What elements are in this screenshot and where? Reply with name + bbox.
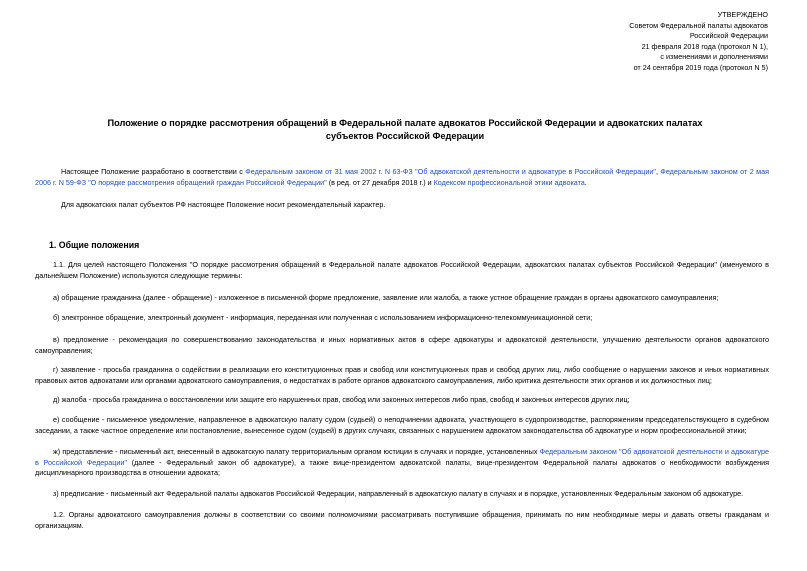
intro-text: Настоящее Положение разработано в соответствии с: [61, 167, 246, 176]
term-d: д) жалоба - просьба гражданина о восстановлении или защите его нарушенных прав, свобод или законных интересов либо прав, свобод и законных интересов других лиц;: [53, 395, 630, 404]
intro-text: ,: [655, 167, 661, 176]
term-a: а) обращение гражданина (далее - обращение) - изложенное в письменной форме предложение, заявление или жалоба, а также устное обращение граждан в органы адвокатского самоуправления;: [53, 293, 719, 302]
term-v: в) предложение - рекомендация по совершенствованию законодательства и иных нормативных актов в сфере адвокатуры и адвокатской деятельности, улучшению деятельности органов адвокатского самоуправления;: [35, 335, 769, 355]
approval-line: от 24 сентября 2019 года (протокол N 5): [633, 62, 768, 72]
term-z: з) предписание - письменный акт Федеральной палаты адвокатов Российской Федерации, направленный в адвокатскую палату в случаях и в порядке, установленных Федеральным законом об адвокатуре.: [53, 489, 744, 498]
document-title: Положение о порядке рассмотрения обращений в Федеральной палате адвокатов Российской Федерации и адвокатских палатах субъектов Российской Федерации: [107, 118, 703, 141]
approval-line: Советом Федеральной палаты адвокатов: [629, 20, 768, 30]
intro-text: (в ред. от 27 декабря 2018 г.) и: [326, 177, 434, 187]
law-59-link[interactable]: Федеральным законом от 2 мая 2006 г. N 59-ФЗ "О порядке рассмотрения обращений граждан Российской Федерации": [35, 167, 769, 187]
paragraph-1-2: 1.2. Органы адвокатского самоуправления должны в соответствии со своими полномочиями рассматривать поступившие обращения, принимать по ним необходимые меры и давать ответы гражданам и организациям.: [35, 510, 769, 530]
term-zh: [35, 447, 769, 479]
intro-paragraph: [35, 167, 769, 188]
section-heading: 1. Общие положения: [49, 240, 140, 250]
law-63-link[interactable]: Федеральным законом от 31 мая 2002 г. N 63-ФЗ "Об адвокатской деятельности и адвокатуре в Российской Федерации": [245, 167, 656, 176]
approval-line: УТВЕРЖДЕНО: [717, 10, 768, 19]
approval-line: 21 февраля 2018 года (протокол N 1),: [641, 41, 768, 51]
ethics-code-link[interactable]: Кодексом профессиональной этики адвоката: [433, 177, 585, 187]
approval-stamp: [468, 10, 768, 74]
recommend-paragraph: Для адвокатских палат субъектов РФ настоящее Положение носит рекомендательный характер.: [61, 200, 386, 209]
term-g: г) заявление - просьба гражданина о содействии в реализации его конституционных прав и свобод или конституционных прав и свобод других лиц, либо сообщение о нарушении законов и иных нормативных правовых актов адвокатами или органами адвокатского самоуправления, о недостатках в работе органов адвокатского самоуправления, либо критика деятельности этих органов и их должностных лиц;: [35, 365, 769, 385]
approval-line: Российской Федерации: [689, 31, 768, 41]
term-zh-text: (далее - Федеральный закон об адвокатуре), а также вице-президентом адвокатской палаты, вице-президентом Федеральной палаты адвокатов о необходимости возбуждения дисциплинарного производства в отношении адвоката;: [35, 457, 769, 478]
approval-line: с изменениями и дополнениями: [660, 52, 768, 62]
advocacy-law-link[interactable]: Федеральным законом "Об адвокатской деятельности и адвокатуре в Российской Федерации": [35, 447, 769, 467]
term-b: б) электронное обращение, электронный документ - информация, переданная или полученная с использованием информационно-телекоммуникационной сети;: [53, 313, 593, 322]
paragraph-1-1: 1.1. Для целей настоящего Положения "О порядке рассмотрения обращений в Федеральной палате адвокатов Российской Федерации, адвокатских палатах субъектов Российской Федерации" (именуемого в дальнейшем Положение) используются следующие термины:: [35, 260, 769, 280]
term-zh-text: ж) представление - письменный акт, внесенный в адвокатскую палату территориальным органом юстиции в случаях и порядке, установленных: [53, 447, 540, 456]
term-e: е) сообщение - письменное уведомление, направленное в адвокатскую палату судом (судьей) о неподчинении адвоката, участвующего в судопроизводстве, распоряжениям председательствующего в судебном заседании, а также частное определение или постановление, вынесенное судом (судьей) в других случаях, связанных с нарушением адвокатом законодательства об адвокатуре и норм профессиональной этики;: [35, 415, 769, 435]
intro-text: .: [584, 177, 587, 187]
